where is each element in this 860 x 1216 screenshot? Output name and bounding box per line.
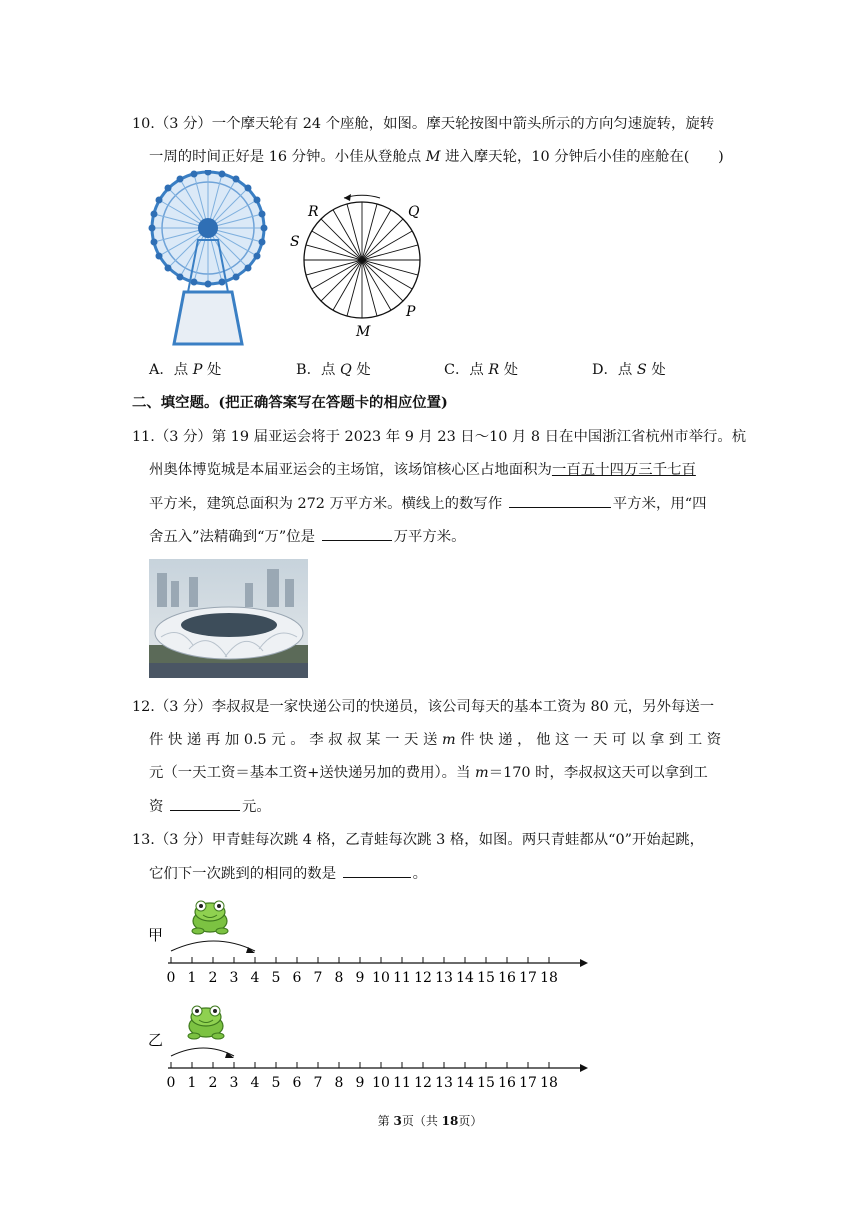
tick-label: 18 — [540, 970, 558, 986]
tick-label: 6 — [292, 1075, 302, 1091]
spoke-wheel-diagram — [284, 186, 434, 342]
tick-label: 16 — [498, 970, 516, 986]
frog-label-a: 甲 — [148, 926, 164, 944]
q11-line1: 11.（3 分）第 19 届亚运会将于 2023 年 9 月 23 日～10 月 8 日在中国浙江省杭州市举行。杭 — [132, 429, 747, 445]
q13-line1: 13.（3 分）甲青蛙每次跳 4 格，乙青蛙每次跳 3 格，如图。两只青蛙都从“0”开始起跳， — [132, 832, 704, 848]
label-Q: Q — [408, 204, 420, 220]
tick-label: 0 — [166, 970, 176, 986]
q11-line4: 舍五入”法精确到“万”位是 万平方米。 — [149, 526, 466, 547]
axis-arrow-icon — [580, 1064, 588, 1072]
answer-blank[interactable] — [322, 526, 392, 541]
q12-line4: 资 元。 — [149, 796, 271, 817]
stadium-photo — [149, 559, 308, 678]
tick-label: 2 — [208, 1075, 218, 1091]
tick-label: 9 — [355, 1075, 365, 1091]
ferris-wheel-image — [146, 170, 274, 348]
tick-label: 15 — [477, 970, 495, 986]
axis-arrow-icon — [580, 959, 588, 967]
section-heading: 二、填空题。(把正确答案写在答题卡的相应位置) — [132, 394, 448, 411]
tick-label: 17 — [519, 1075, 537, 1091]
label-P: P — [406, 304, 416, 320]
tick-label: 16 — [498, 1075, 516, 1091]
label-R: R — [308, 204, 319, 220]
tick-label: 4 — [250, 1075, 260, 1091]
tick-label: 14 — [456, 970, 474, 986]
tick-label: 9 — [355, 970, 365, 986]
q12-line1: 12.（3 分）李叔叔是一家快递公司的快递员，该公司每天的基本工资为 80 元，另外每送一 — [132, 699, 715, 715]
option-d[interactable]: D．点 S 处 — [592, 362, 666, 378]
tick-label: 13 — [435, 970, 453, 986]
number-line-a — [140, 895, 590, 990]
tick-label: 8 — [334, 970, 344, 986]
q12-line2: 件 快 递 再 加 0.5 元 。 李 叔 叔 某 一 天 送 m 件 快 递 ， 他 这 一 天 可 以 拿 到 工 资 — [149, 732, 722, 748]
page-footer: 第 3页（共 18页） — [377, 1114, 483, 1128]
tick-label: 18 — [540, 1075, 558, 1091]
answer-blank[interactable] — [170, 796, 240, 811]
tick-label: 10 — [372, 970, 390, 986]
tick-label: 12 — [414, 1075, 432, 1091]
option-c[interactable]: C．点 R 处 — [444, 362, 519, 378]
q11-line2: 州奥体博览城是本届亚运会的主场馆，该场馆核心区占地面积为一百五十四万三千七百 — [149, 462, 696, 478]
jump-arc — [171, 941, 255, 951]
tick-label: 4 — [250, 970, 260, 986]
tick-label: 7 — [313, 1075, 323, 1091]
tick-label: 3 — [229, 970, 239, 986]
arrow-head-icon — [344, 194, 351, 201]
tick-label: 11 — [393, 970, 411, 986]
option-b[interactable]: B．点 Q 处 — [296, 362, 371, 378]
q13-line2: 它们下一次跳到的相同的数是 。 — [149, 863, 427, 884]
q11-line3: 平方米，建筑总面积为 272 万平方米。横线上的数写作 平方米，用“四 — [149, 493, 707, 514]
number-line-b — [140, 1000, 590, 1095]
tick-label: 7 — [313, 970, 323, 986]
tick-label: 0 — [166, 1075, 176, 1091]
answer-blank[interactable] — [343, 863, 411, 878]
tick-label: 8 — [334, 1075, 344, 1091]
jump-arc — [171, 1048, 234, 1056]
tick-label: 5 — [271, 1075, 281, 1091]
tick-label: 1 — [187, 970, 197, 986]
label-M: M — [356, 324, 371, 340]
tick-label: 15 — [477, 1075, 495, 1091]
tick-label: 6 — [292, 970, 302, 986]
q12-line3: 元（一天工资＝基本工资+送快递另加的费用）。当 m＝170 时，李叔叔这天可以拿到工 — [149, 765, 708, 781]
tick-label: 17 — [519, 970, 537, 986]
tick-label: 12 — [414, 970, 432, 986]
q10-line2: 一周的时间正好是 16 分钟。小佳从登舱点 M 进入摩天轮，10 分钟后小佳的座舱在( ) — [149, 149, 724, 165]
frog-icon — [188, 1006, 224, 1039]
tick-label: 11 — [393, 1075, 411, 1091]
q10-line1: 10.（3 分）一个摩天轮有 24 个座舱，如图。摩天轮按图中箭头所示的方向匀速旋转，旋转 — [132, 116, 715, 132]
option-a[interactable]: A．点 P 处 — [149, 362, 222, 378]
frog-icon — [192, 901, 228, 934]
tick-label: 10 — [372, 1075, 390, 1091]
tick-label: 3 — [229, 1075, 239, 1091]
label-S: S — [290, 234, 300, 250]
answer-blank[interactable] — [509, 493, 611, 508]
tick-label: 2 — [208, 970, 218, 986]
tick-label: 5 — [271, 970, 281, 986]
tick-label: 1 — [187, 1075, 197, 1091]
tick-label: 14 — [456, 1075, 474, 1091]
tick-label: 13 — [435, 1075, 453, 1091]
frog-label-b: 乙 — [148, 1031, 164, 1049]
